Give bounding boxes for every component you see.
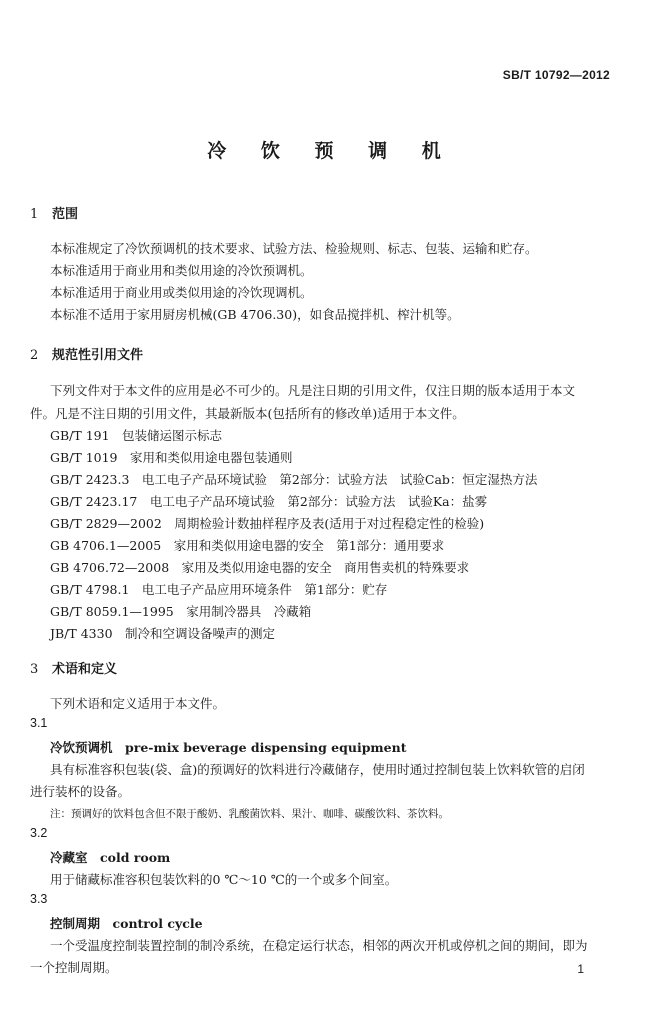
- term-heading: 冷饮预调机 pre-mix beverage dispensing equipment: [50, 740, 407, 755]
- section-2-heading: [30, 344, 143, 363]
- reference-item: GB/T 1019 家用和类似用途电器包装通则: [50, 450, 293, 465]
- term-heading: 冷藏室 cold room: [50, 850, 171, 865]
- page-number: 1: [577, 962, 584, 976]
- reference-item: GB/T 4798.1 电工电子产品应用环境条件 第1部分：贮存: [50, 582, 388, 597]
- section-1-number: 1: [30, 207, 39, 222]
- term-number: 3.2: [30, 826, 48, 840]
- section-2-title: 规范性引用文件: [52, 348, 144, 363]
- term-number: 3.1: [30, 716, 48, 730]
- reference-item: GB/T 2423.17 电工电子产品环境试验 第2部分：试验方法 试验Ka：盐雾: [50, 494, 488, 509]
- section-3-heading: [30, 658, 117, 677]
- section-2-number: 2: [30, 348, 39, 363]
- reference-item: GB 4706.72—2008 家用及类似用途电器的安全 商用售卖机的特殊要求: [50, 560, 470, 575]
- reference-item: GB/T 2423.3 电工电子产品环境试验 第2部分：试验方法 试验Cab：恒定湿热方法: [50, 472, 538, 487]
- term-number: 3.3: [30, 892, 48, 906]
- term-definition-continued: 一个控制周期。: [30, 960, 118, 975]
- term-definition-continued: 进行装杯的设备。: [30, 784, 131, 799]
- section-1-paragraph: 本标准规定了冷饮预调机的技术要求、试验方法、检验规则、标志、包装、运输和贮存。: [50, 241, 538, 256]
- term-note: 注：预调好的饮料包含但不限于酸奶、乳酸菌饮料、果汁、咖啡、碳酸饮料、茶饮料。: [50, 808, 449, 820]
- term-definition: 一个受温度控制装置控制的制冷系统，在稳定运行状态，相邻的两次开机或停机之间的期间，即为: [50, 938, 588, 953]
- section-3-title: 术语和定义: [52, 662, 118, 677]
- reference-item: GB 4706.1—2005 家用和类似用途电器的安全 第1部分：通用要求: [50, 538, 445, 553]
- section-1-paragraph: 本标准不适用于家用厨房机械(GB 4706.30)，如食品搅拌机、榨汁机等。: [50, 307, 460, 322]
- section-3-intro: 下列术语和定义适用于本文件。: [50, 696, 226, 711]
- section-3-number: 3: [30, 662, 39, 677]
- section-2-intro: 下列文件对于本文件的应用是必不可少的。凡是注日期的引用文件，仅注日期的版本适用于本文: [50, 383, 576, 398]
- term-definition: 具有标准容积包装(袋、盒)的预调好的饮料进行冷藏储存，使用时通过控制包装上饮料软管的启闭: [50, 762, 585, 777]
- section-1-paragraph: 本标准适用于商业用和类似用途的冷饮预调机。: [50, 263, 313, 278]
- term-heading: 控制周期 control cycle: [50, 916, 203, 931]
- reference-item: GB/T 191 包装储运图示标志: [50, 428, 223, 443]
- reference-item: GB/T 8059.1—1995 家用制冷器具 冷藏箱: [50, 604, 312, 619]
- term-definition: 用于储藏标准容积包装饮料的0 ℃～10 ℃的一个或多个间室。: [50, 872, 398, 887]
- standard-code: SB/T 10792—2012: [502, 68, 610, 82]
- section-2-intro-continued: 件。凡是不注日期的引用文件，其最新版本(包括所有的修改单)适用于本文件。: [30, 406, 465, 421]
- section-1-title: 范围: [52, 207, 79, 222]
- reference-item: JB/T 4330 制冷和空调设备噪声的测定: [50, 626, 276, 641]
- reference-item: GB/T 2829—2002 周期检验计数抽样程序及表(适用于对过程稳定性的检验): [50, 516, 485, 531]
- document-title: 冷 饮 预 调 机: [207, 140, 455, 162]
- section-1-paragraph: 本标准适用于商业用或类似用途的冷饮现调机。: [50, 285, 313, 300]
- section-1-heading: [30, 203, 78, 222]
